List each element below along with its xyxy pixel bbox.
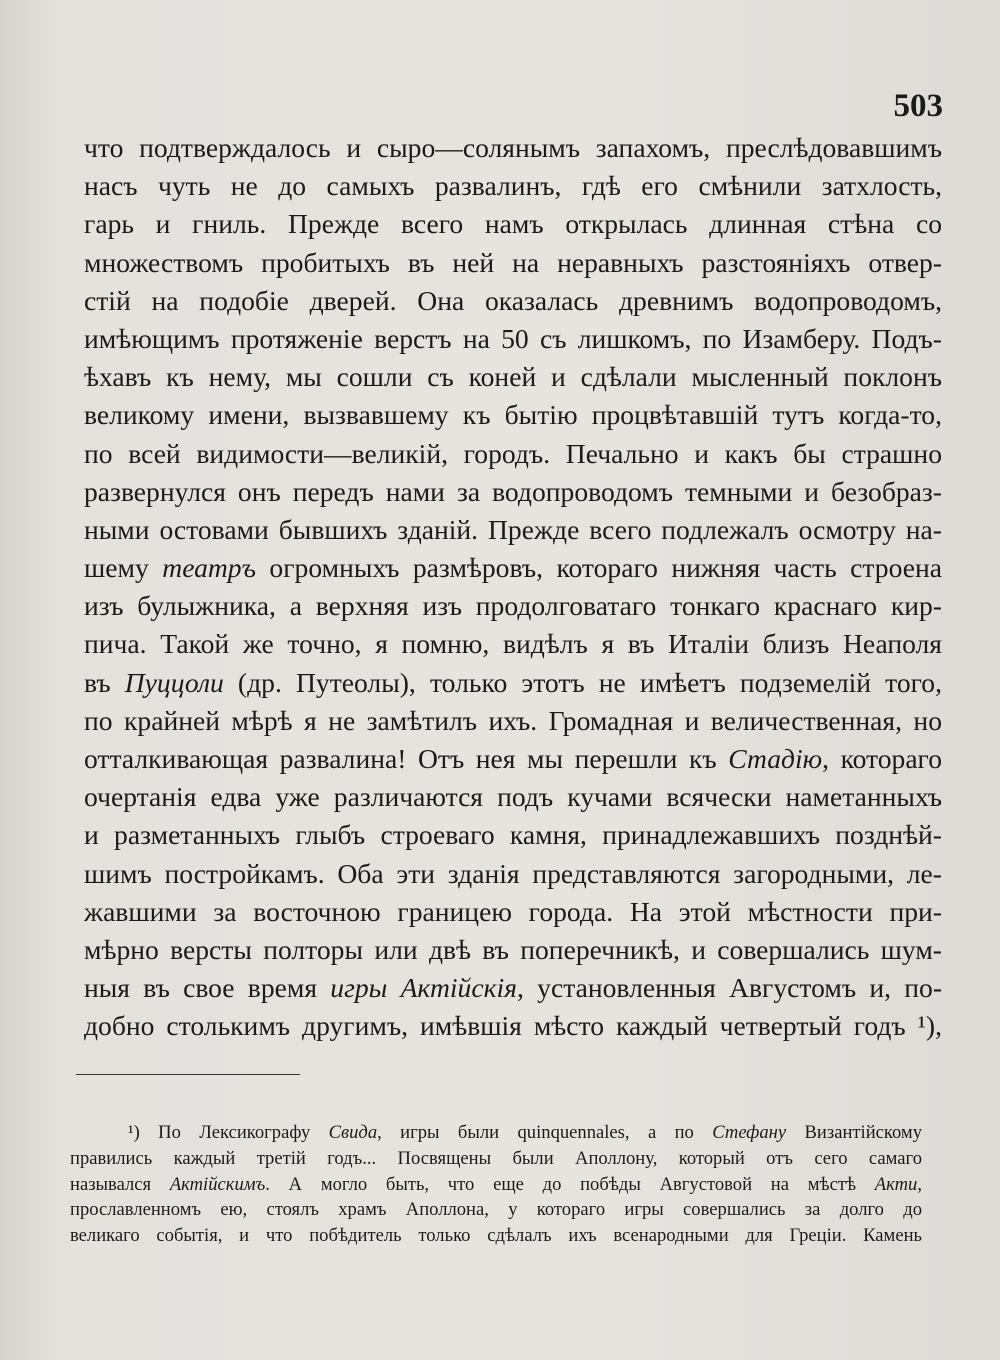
footnote-line: ¹) По Лексикографу Свида, игры были quinquennales, а по Стефану Византійскому bbox=[128, 1122, 922, 1143]
text-line: очертанія едва уже различаются подъ кучами всячески наметанныхъ bbox=[84, 781, 942, 813]
text-line: въ Пуццоли (др. Путеолы), только этотъ не имѣетъ подземелій того, bbox=[84, 666, 942, 698]
text-line: имѣющимъ протяженіе верстъ на 50 съ лишкомъ, по Изамберу. Подъ- bbox=[84, 322, 942, 354]
italic-term-puzzuoli: Пуццоли bbox=[124, 666, 224, 698]
text-line: развернулся онъ передъ нами за водопроводомъ темными и безобраз- bbox=[84, 475, 942, 507]
italic-term-theatre: театръ bbox=[162, 552, 256, 584]
text-line: ѣхавъ къ нему, мы сошли съ коней и сдѣлали мысленный поклонъ bbox=[84, 361, 942, 393]
main-text bbox=[84, 129, 942, 1046]
italic-term-suidas: Свида bbox=[328, 1122, 378, 1143]
footnote-line: назывался Актійскимъ. А могло быть, что еще до побѣды Августовой на мѣстѣ Акти, bbox=[70, 1173, 922, 1195]
text-line: великому имени, вызвавшему къ бытію процвѣтавшій тутъ когда-то, bbox=[84, 399, 942, 431]
text-line: шимъ постройкамъ. Оба эти зданія представляются загородными, ле- bbox=[84, 857, 942, 889]
text-line: отталкивающая развалина! Отъ нея мы перешли къ Стадію, котораго bbox=[84, 743, 942, 774]
italic-term-actian-games: игры Актійскія bbox=[330, 972, 518, 1004]
footnote-line: великаго событія, и что побѣдитель только сдѣлалъ ихъ всенародными для Греціи. Камень bbox=[70, 1225, 922, 1247]
text-line: ныя въ свое время игры Актійскія, установленныя Августомъ и, по- bbox=[84, 972, 943, 1004]
text-line: пича. Такой же точно, я помню, видѣлъ я въ Италіи близъ Неаполя bbox=[84, 628, 942, 660]
page-number: 503 bbox=[893, 88, 943, 124]
text-line: по крайней мѣрѣ я не замѣтилъ ихъ. Громадная и величественная, но bbox=[84, 704, 942, 736]
text-line: что подтверждалось и сыро—солянымъ запахомъ, преслѣдовавшимъ bbox=[84, 132, 942, 163]
italic-term-stadium: Стадію bbox=[728, 743, 823, 774]
text-line: и разметанныхъ глыбъ строеваго камня, принадлежавшихъ позднѣй- bbox=[84, 819, 942, 851]
italic-term-actian: Актійскимъ bbox=[169, 1173, 266, 1195]
italic-term-acti: Акти bbox=[874, 1173, 918, 1195]
text-line: жавшими за восточною границею города. На этой мѣстности при- bbox=[84, 895, 942, 927]
footnotes bbox=[70, 1120, 922, 1249]
text-line: насъ чуть не до самыхъ развалинъ, гдѣ его смѣнили затхлость, bbox=[84, 170, 942, 202]
footnote-line: прославленномъ ею, стоялъ храмъ Аполлона, у котораго игры совершались за долго до bbox=[70, 1199, 922, 1221]
text-line: шему театръ огромныхъ размѣровъ, котораго нижняя часть строена bbox=[84, 552, 942, 584]
text-line: мѣрно версты полторы или двѣ въ поперечникѣ, и совершались шум- bbox=[84, 933, 942, 965]
text-line: множествомъ пробитыхъ въ ней на неравныхъ разстояніяхъ отвер- bbox=[84, 246, 942, 278]
text-line: стій на подобіе дверей. Она оказалась древнимъ водопроводомъ, bbox=[84, 284, 942, 316]
footnote-separator bbox=[76, 1074, 300, 1075]
footnote-line: правились каждый третій годъ... Посвящены были Аполлону, который отъ сего самаго bbox=[70, 1147, 922, 1169]
text-line: гарь и гниль. Прежде всего намъ открылась длинная стѣна со bbox=[84, 208, 942, 240]
text-line: добно столькимъ другимъ, имѣвшія мѣсто каждый четвертый годъ ¹), bbox=[84, 1010, 942, 1042]
text-line: ными остовами бывшихъ зданій. Прежде всего подлежалъ осмотру на- bbox=[84, 513, 942, 545]
italic-term-stephanus: Стефану bbox=[712, 1122, 787, 1143]
text-line: по всей видимости—великій, городъ. Печально и какъ бы страшно bbox=[84, 437, 942, 469]
text-line: изъ булыжника, а верхняя изъ продолговатаго тонкаго краснаго кир- bbox=[84, 590, 942, 622]
